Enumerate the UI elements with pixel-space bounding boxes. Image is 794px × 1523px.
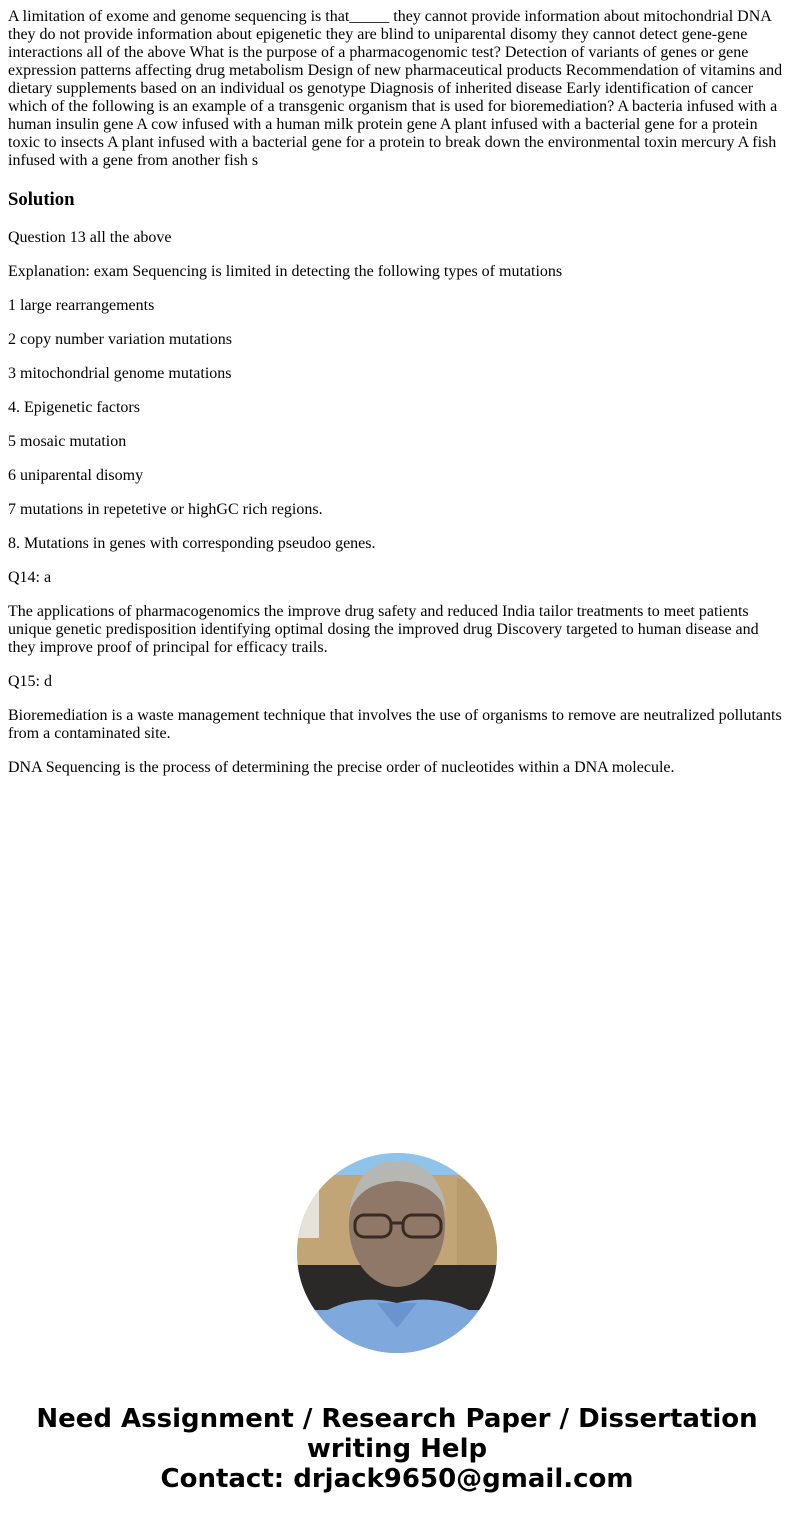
question-text: A limitation of exome and genome sequencing is that_____ they cannot provide information about mitochondrial DNA they do not provide information about epigenetic they are blind to uniparental disomy they cannot detect gene-gene interactions all of the above What is the purpose of a pharmacogenomic test? Detection of variants of genes or gene expression patterns affecting drug metabolism Design of new pharmaceutical products Recommendation of vitamins and dietary supplements based on an individual os genotype Diagnosis of inherited disease Early identification of cancer which of the following is an example of a transgenic organism that is used for bioremediation? A bacteria infused with a human insulin gene A cow infused with a human milk protein gene A plant infused with a bacterial gene for a protein toxic to insects A plant infused with a bacterial gene for a protein to break down the environmental toxin mercury A fish infused with a gene from another fish s [8,8,783,169]
promo-banner [0,1404,794,1494]
solution-paragraph: Q15: d [8,673,52,690]
solution-heading: Solution [8,189,75,210]
solution-paragraph: Bioremediation is a waste management technique that involves the use of organisms to remove are neutralized pollutants from a contaminated site. [8,707,782,742]
avatar [297,1153,497,1353]
solution-paragraph: 7 mutations in repetetive or highGC rich regions. [8,501,323,518]
solution-paragraph: 3 mitochondrial genome mutations [8,365,232,382]
promo-contact: Contact: drjack9650@gmail.com [160,1464,634,1494]
solution-paragraph: 5 mosaic mutation [8,433,127,450]
solution-paragraph: 4. Epigenetic factors [8,399,140,416]
solution-paragraph: 6 uniparental disomy [8,467,144,484]
solution-paragraph: DNA Sequencing is the process of determining the precise order of nucleotides within a DNA molecule. [8,759,675,776]
solution-paragraph: 2 copy number variation mutations [8,331,232,348]
solution-paragraph: Q14: a [8,569,52,586]
solution-paragraph: The applications of pharmacogenomics the improve drug safety and reduced India tailor treatments to meet patients unique genetic predisposition identifying optimal dosing the improved drug Discovery targeted to human disease and they improve proof of principal for efficacy trails. [8,603,759,656]
author-photo-icon [297,1153,497,1353]
promo-line-1: Need Assignment / Research Paper / Dissertation [36,1404,758,1434]
solution-paragraph: 1 large rearrangements [8,297,155,314]
solution-paragraph: 8. Mutations in genes with corresponding pseudoo genes. [8,535,376,552]
promo-line-2: writing Help [306,1434,488,1464]
solution-paragraph: Explanation: exam Sequencing is limited in detecting the following types of mutations [8,263,563,280]
solution-paragraph: Question 13 all the above [8,229,172,246]
